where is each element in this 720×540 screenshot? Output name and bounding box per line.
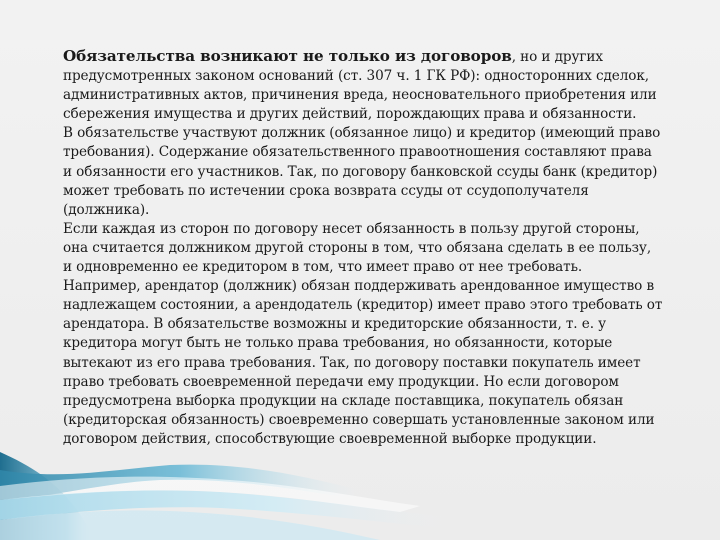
lead-heading: Обязательства возникают не только из договоров	[63, 47, 512, 65]
text-block	[63, 47, 663, 449]
paragraph-participants: В обязательстве участвуют должник (обязанное лицо) и кредитор (имеющий право требования). Содержание обязательственного правоотношения составляют права и обязанности его участников. Так, по договору банковской ссуды банк (кредитор) может требовать по истечении срока возврата ссуды от ссудополучателя (должника).	[63, 125, 661, 218]
paragraph-intro	[63, 47, 663, 124]
lead-continuation: , но и других предусмотренных законом оснований (ст. 307 ч. 1 ГК РФ): односторонних сделок, административных актов, причинения вреда, неосновательного приобретения или сбережения имущества и других действий, порождающих права и обязанности.	[63, 49, 657, 123]
paragraph-mutual-obligations: Если каждая из сторон по договору несет обязанность в пользу другой стороны, она считается должником другой стороны в том, что обязана сделать в ее пользу, и одновременно ее кредитором в том, что имеет право от нее требовать. Например, арендатор (должник) обязан поддерживать арендованное имущество в надлежащем состоянии, а арендодатель (кредитор) имеет право этого требовать от арендатора. В обязательстве возможны и кредиторские обязанности, т. е. у кредитора могут быть не только права требования, но обязанности, которые вытекают из его права требования. Так, по договору поставки покупатель имеет право требовать своевременной передачи ему продукции. Но если договором предусмотрена выборка продукции на складе поставщика, покупатель обязан (кредиторская обязанность) своевременно совершать установленные законом или договором действия, способствующие своевременной выборке продукции.	[63, 220, 663, 447]
